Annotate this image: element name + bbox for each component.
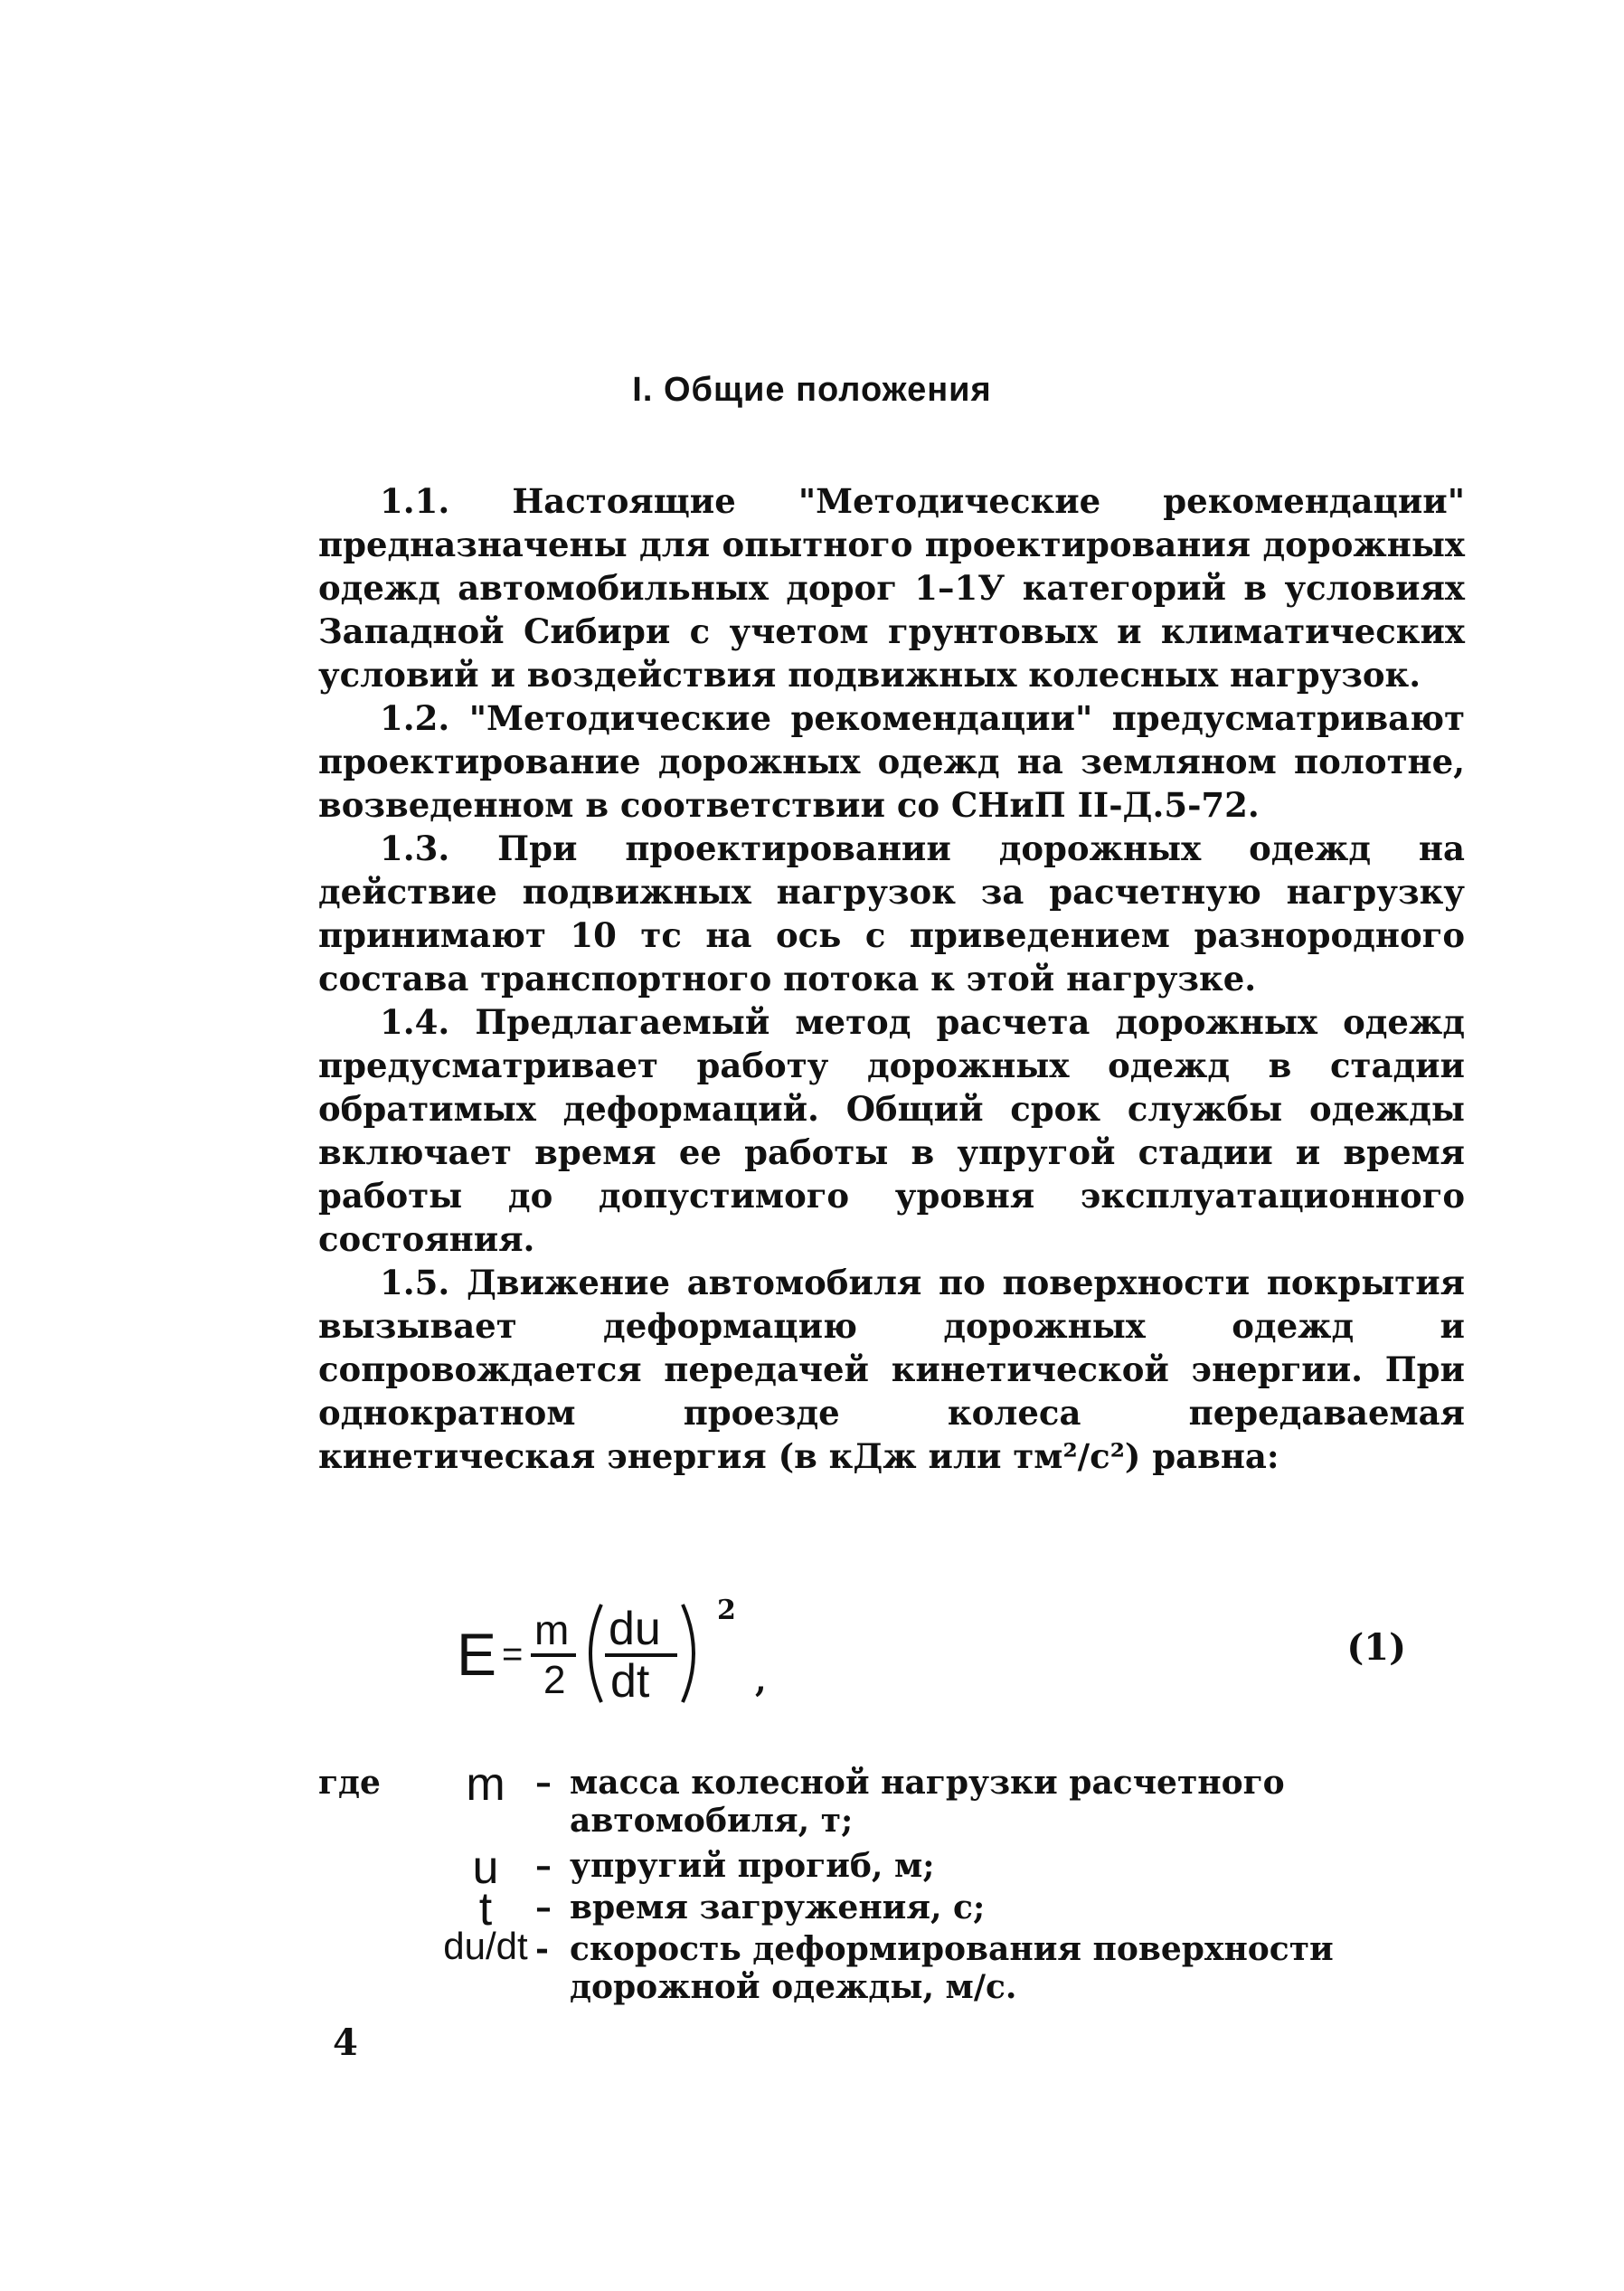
body-text	[318, 479, 1465, 1478]
formula-equals: =	[502, 1634, 524, 1674]
formula-graphic	[457, 1592, 836, 1709]
legend-desc-t: время загружения, с;	[570, 1889, 986, 1927]
formula-right-paren	[683, 1605, 694, 1702]
legend-desc-m: масса колесной нагрузки расчетного автомобиля, т;	[570, 1764, 1285, 1840]
formula-lhs: E	[457, 1621, 497, 1688]
legend-item-m	[318, 1758, 1476, 1840]
legend-symbol-u: u	[472, 1841, 499, 1894]
formula-trailing-comma: ,	[755, 1661, 767, 1699]
paragraph-1-4: 1.4. Предлагаемый метод расчета дорожных одежд предусматривает работу дорожных одежд в стадии обратимых деформаций. Общий срок службы одежды включает время ее работы в упругой стадии и время работы до допустимого уровня эксплуатационного состояния.	[318, 1002, 1465, 1259]
legend-dash: –	[535, 1764, 552, 1802]
paragraph-1-2: 1.2. "Методические рекомендации" предусматривают проектирование дорожных одежд на земляном полотне, возведенном в соответствии со СНиП II-Д.5-72.	[318, 698, 1465, 825]
legend-item-dudt	[318, 1925, 1476, 2006]
page-number: 4	[333, 2021, 358, 2064]
formula-inner-denominator: dt	[610, 1655, 650, 1708]
paragraph-1-5: 1.5. Движение автомобиля по поверхности покрытия вызывает деформацию дорожных одежд и сопровождается передачей кинетической энергии. При однократном проезде колеса передаваемая кинетическая энергия (в кДж или тм²/с²) равна:	[318, 1263, 1465, 1476]
legend-symbol-dudt: du/dt	[443, 1925, 528, 1967]
legend-lead-word: где	[318, 1764, 381, 1802]
legend-item-u	[318, 1841, 1476, 1894]
legend-dash: -	[535, 1930, 549, 1968]
paragraph-1-1: 1.1. Настоящие "Методические рекомендации" предназначены для опытного проектирования дорожных одежд автомобильных дорог 1–1У категорий в условиях Западной Сибири с учетом грунтовых и климатических условий и воздействия подвижных колесных нагрузок.	[318, 481, 1465, 695]
legend-dash: –	[535, 1889, 552, 1927]
legend-dash: –	[535, 1847, 552, 1885]
formula-inner-numerator: du	[609, 1603, 661, 1655]
legend-desc-u: упругий прогиб, м;	[570, 1847, 935, 1885]
section-title: I. Общие положения	[632, 371, 992, 409]
legend-symbol-m: m	[466, 1758, 505, 1811]
legend-desc-dudt: скорость деформирования поверхности дорожной одежды, м/с.	[570, 1930, 1334, 2006]
formula-numerator-m: m	[534, 1606, 570, 1653]
formula-exponent: 2	[717, 1595, 736, 1626]
formula-1	[457, 1592, 1469, 1709]
equation-number: (1)	[1346, 1626, 1406, 1669]
variable-legend	[318, 1758, 1476, 2006]
paragraph-1-3: 1.3. При проектировании дорожных одежд на действие подвижных нагрузок за расчетную нагрузку принимают 10 тс на ось с приведением разнородного состава транспортного потока к этой нагрузке.	[318, 828, 1465, 999]
formula-left-paren	[590, 1605, 601, 1702]
legend-symbol-t: t	[478, 1883, 493, 1936]
formula-denominator-2: 2	[543, 1658, 566, 1702]
